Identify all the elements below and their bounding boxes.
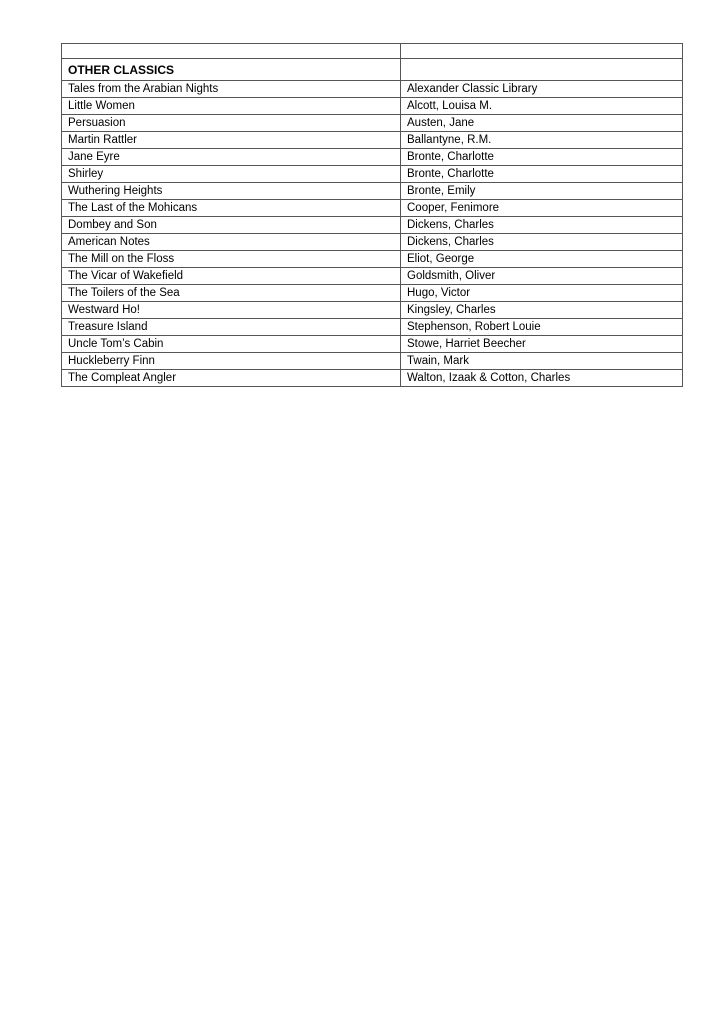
book-author: Bronte, Emily: [401, 183, 683, 200]
book-title: The Mill on the Floss: [62, 251, 401, 268]
book-author: Bronte, Charlotte: [401, 166, 683, 183]
book-title: Uncle Tom’s Cabin: [62, 336, 401, 353]
table-row: [62, 319, 683, 336]
book-author: Dickens, Charles: [401, 217, 683, 234]
table-row: [62, 81, 683, 98]
table-row: [62, 183, 683, 200]
book-author: Bronte, Charlotte: [401, 149, 683, 166]
book-author: Austen, Jane: [401, 115, 683, 132]
book-table: [61, 43, 683, 387]
book-title: The Compleat Angler: [62, 370, 401, 387]
book-title: Little Women: [62, 98, 401, 115]
book-author: Hugo, Victor: [401, 285, 683, 302]
book-author: Stowe, Harriet Beecher: [401, 336, 683, 353]
table-row: [62, 234, 683, 251]
book-author: Twain, Mark: [401, 353, 683, 370]
blank-cell-author: [401, 44, 683, 59]
table-row: [62, 370, 683, 387]
book-author: Eliot, George: [401, 251, 683, 268]
section-heading-row: [62, 59, 683, 81]
book-title: Shirley: [62, 166, 401, 183]
book-author: Goldsmith, Oliver: [401, 268, 683, 285]
section-heading: OTHER CLASSICS: [62, 59, 401, 81]
book-author: Alexander Classic Library: [401, 81, 683, 98]
book-author: Ballantyne, R.M.: [401, 132, 683, 149]
book-table-body: [62, 44, 683, 387]
book-title: The Last of the Mohicans: [62, 200, 401, 217]
book-title: Huckleberry Finn: [62, 353, 401, 370]
table-row: [62, 132, 683, 149]
table-row: [62, 353, 683, 370]
table-row: [62, 285, 683, 302]
table-row: [62, 336, 683, 353]
blank-row: [62, 44, 683, 59]
book-author: Alcott, Louisa M.: [401, 98, 683, 115]
table-row: [62, 251, 683, 268]
book-author: Kingsley, Charles: [401, 302, 683, 319]
table-row: [62, 115, 683, 132]
book-title: Treasure Island: [62, 319, 401, 336]
book-title: Martin Rattler: [62, 132, 401, 149]
book-author: Stephenson, Robert Louie: [401, 319, 683, 336]
book-title: Wuthering Heights: [62, 183, 401, 200]
book-author: Walton, Izaak & Cotton, Charles: [401, 370, 683, 387]
book-author: Cooper, Fenimore: [401, 200, 683, 217]
book-title: American Notes: [62, 234, 401, 251]
table-row: [62, 166, 683, 183]
table-row: [62, 98, 683, 115]
table-row: [62, 200, 683, 217]
blank-cell-title: [62, 44, 401, 59]
table-row: [62, 149, 683, 166]
book-title: Westward Ho!: [62, 302, 401, 319]
book-title: Jane Eyre: [62, 149, 401, 166]
book-title: The Toilers of the Sea: [62, 285, 401, 302]
table-row: [62, 217, 683, 234]
book-title: Persuasion: [62, 115, 401, 132]
section-heading-author-cell: [401, 59, 683, 81]
book-title: Tales from the Arabian Nights: [62, 81, 401, 98]
table-row: [62, 268, 683, 285]
table-row: [62, 302, 683, 319]
book-title: The Vicar of Wakefield: [62, 268, 401, 285]
book-title: Dombey and Son: [62, 217, 401, 234]
book-author: Dickens, Charles: [401, 234, 683, 251]
